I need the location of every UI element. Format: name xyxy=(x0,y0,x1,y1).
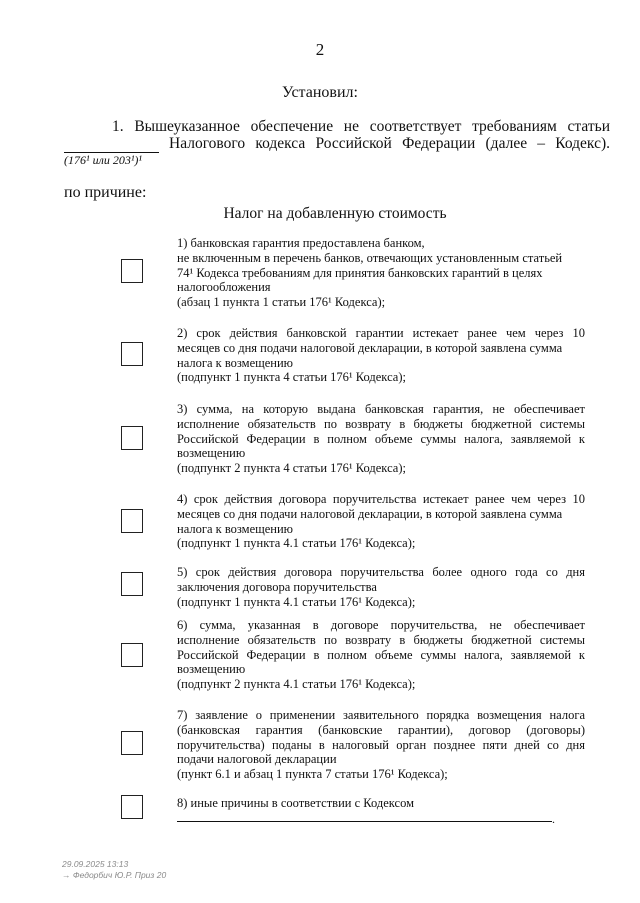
other-reason-input-line[interactable] xyxy=(177,821,552,822)
reason-item-6-ref: (подпункт 2 пункта 4.1 статьи 176¹ Кодекса); xyxy=(177,677,416,692)
reason-item-2-line: месяцев со дня подачи налоговой декларации, в которой заявлена сумма xyxy=(177,340,563,355)
other-reason-end-dot: . xyxy=(552,812,555,826)
reason-item-6-line: 6) сумма, указанная в договоре поручительства, не обеспечивает xyxy=(177,618,585,632)
reason-item-7-line: поручительства) поданы в налоговый орган позднее пяти дней со дня xyxy=(177,737,585,752)
reason-checkbox-4[interactable] xyxy=(121,509,143,533)
reason-item-1-line: 1) банковская гарантия предоставлена банком, xyxy=(177,236,425,250)
reason-checkbox-1[interactable] xyxy=(121,259,143,283)
reason-item-7 xyxy=(177,708,585,782)
reason-checkbox-6[interactable] xyxy=(121,643,143,667)
reason-item-5-line: 5) срок действия договора поручительства более одного года со дня xyxy=(177,565,585,579)
paragraph-1-line-2-row xyxy=(64,135,610,153)
reason-item-3-ref: (подпункт 2 пункта 4 статьи 176¹ Кодекса); xyxy=(177,461,406,476)
tax-section-title: Налог на добавленную стоимость xyxy=(223,205,447,222)
reason-item-8 xyxy=(177,796,585,811)
reason-item-3-line: исполнение обязательств по возврату в бюджеты бюджетной системы xyxy=(177,416,585,431)
reason-label: по причине: xyxy=(64,184,147,201)
reason-item-8-line: 8) иные причины в соответствии с Кодексом xyxy=(177,796,415,810)
reason-checkbox-5[interactable] xyxy=(121,572,143,596)
reason-item-6-line: исполнение обязательств по возврату в бюджеты бюджетной системы xyxy=(177,632,585,647)
reason-item-3-line: возмещению xyxy=(177,446,246,461)
reason-item-2-ref: (подпункт 1 пункта 4 статьи 176¹ Кодекса); xyxy=(177,370,406,385)
reason-item-6-line: возмещению xyxy=(177,662,246,677)
reason-item-3-line: 3) сумма, на которую выдана банковская гарантия, не обеспечивает xyxy=(177,402,585,416)
reason-checkbox-3[interactable] xyxy=(121,426,143,450)
reason-item-2 xyxy=(177,326,585,385)
article-blank-field[interactable] xyxy=(64,136,159,153)
reason-item-4-ref: (подпункт 1 пункта 4.1 статьи 176¹ Кодекса); xyxy=(177,536,416,551)
reason-item-7-line: (банковская гарантия (банковские гарантии), договор (договоры) xyxy=(177,722,585,737)
paragraph-1-line-2: Налогового кодекса Российской Федерации (далее – Кодекс). xyxy=(169,135,610,152)
article-hint: (176¹ или 203¹)¹ xyxy=(64,153,143,167)
page-number: 2 xyxy=(315,40,325,59)
reason-item-4-line: налога к возмещению xyxy=(177,521,294,536)
reason-item-1 xyxy=(177,236,585,310)
reason-item-1-line: не включенным в перечень банков, отвечающих установленным статьей xyxy=(177,250,563,265)
reason-item-2-line: 2) срок действия банковской гарантии истекает ранее чем через 10 xyxy=(177,326,585,340)
reason-item-5-ref: (подпункт 1 пункта 4.1 статьи 176¹ Кодекса); xyxy=(177,594,416,609)
reason-item-5 xyxy=(177,565,585,609)
reason-item-4-line: месяцев со дня подачи налоговой декларации, в которой заявлена сумма xyxy=(177,506,563,521)
reason-item-2-line: налога к возмещению xyxy=(177,355,294,370)
reason-item-7-line: подачи налоговой декларации xyxy=(177,752,337,767)
reason-item-3 xyxy=(177,402,585,476)
section-heading: Установил: xyxy=(282,84,358,101)
reason-item-4 xyxy=(177,492,585,551)
reason-item-7-ref: (пункт 6.1 и абзац 1 пункта 7 статьи 176¹ Кодекса); xyxy=(177,767,448,782)
reason-item-3-line: Российской Федерации в полном объеме суммы налога, заявляемой к xyxy=(177,431,585,446)
reason-item-7-line: 7) заявление о применении заявительного порядка возмещения налога xyxy=(177,708,585,722)
reason-item-1-ref: (абзац 1 пункта 1 статьи 176¹ Кодекса); xyxy=(177,295,386,310)
paragraph-1-line-1: 1. Вышеуказанное обеспечение не соответствует требованиям статьи xyxy=(112,118,610,135)
reason-item-6 xyxy=(177,618,585,692)
reason-checkbox-8[interactable] xyxy=(121,795,143,819)
reason-checkbox-7[interactable] xyxy=(121,731,143,755)
reason-checkbox-2[interactable] xyxy=(121,342,143,366)
reason-item-6-line: Российской Федерации в полном объеме суммы налога, заявляемой к xyxy=(177,647,585,662)
reason-item-4-line: 4) срок действия договора поручительства истекает ранее чем через 10 xyxy=(177,492,585,506)
print-timestamp: 29.09.2025 13:13 xyxy=(62,859,129,869)
reason-item-5-line: заключения договора поручительства xyxy=(177,579,377,594)
reason-item-1-line: 74¹ Кодекса требованиям для принятия банковских гарантий в целях xyxy=(177,265,543,280)
print-author-stamp: → Федорбич Ю.Р. Приз 20 xyxy=(62,870,167,880)
reason-item-1-line: налогообложения xyxy=(177,280,271,295)
